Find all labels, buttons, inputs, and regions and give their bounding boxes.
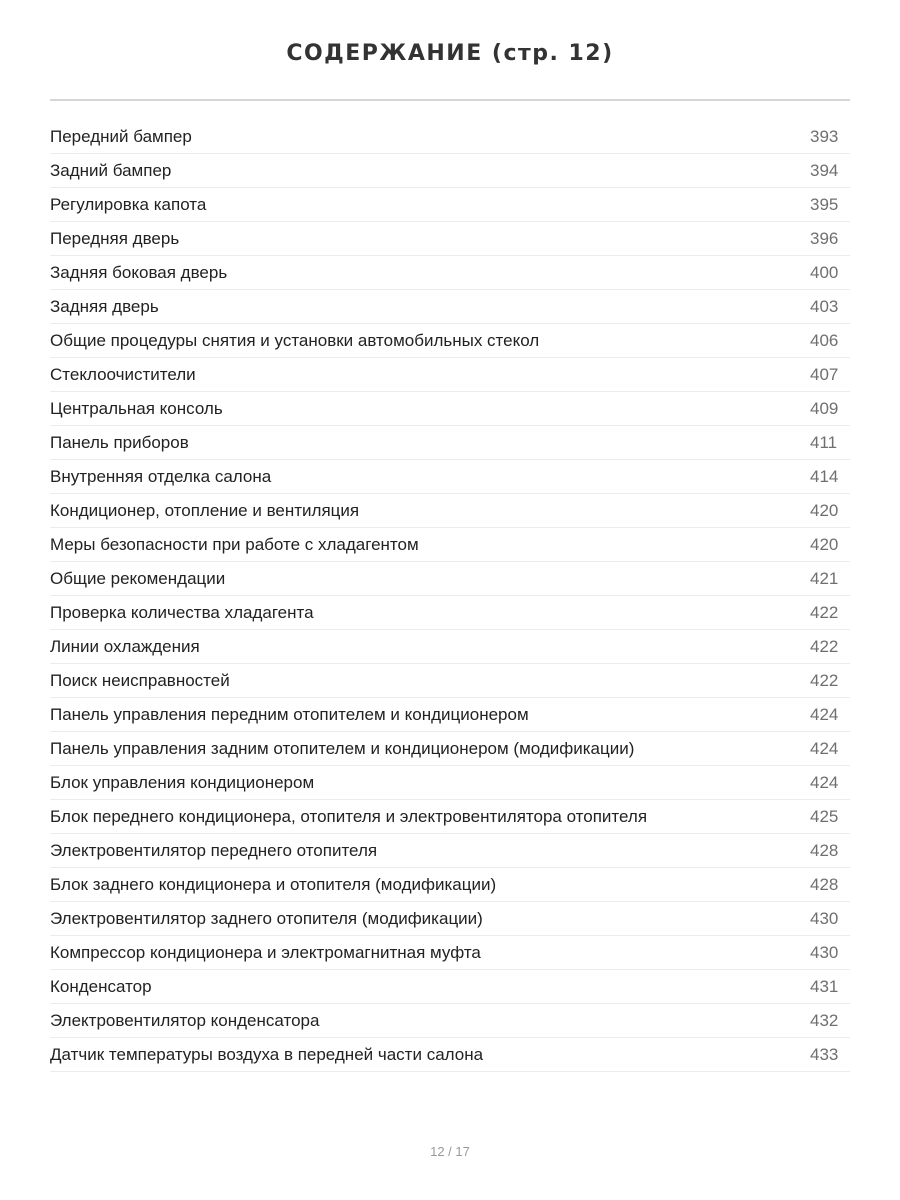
toc-entry-page-number[interactable]: 424 (810, 739, 839, 758)
toc-entry-title[interactable]: Передний бампер (50, 127, 192, 146)
toc-entry[interactable] (50, 494, 850, 528)
toc-entry-title[interactable]: Задний бампер (50, 161, 172, 180)
toc-entry[interactable] (50, 1038, 850, 1072)
toc-entry-title[interactable]: Панель приборов (50, 433, 189, 452)
toc-entry-page-number[interactable]: 406 (810, 331, 839, 350)
toc-entry-page-number[interactable]: 395 (810, 195, 839, 214)
toc-entry-page-number[interactable]: 414 (810, 467, 839, 486)
toc-entry-page-number[interactable]: 422 (810, 671, 839, 690)
toc-entry[interactable] (50, 834, 850, 868)
toc-entry-title[interactable]: Регулировка капота (50, 195, 207, 214)
toc-entry-page-number[interactable]: 424 (810, 705, 839, 724)
toc-entry[interactable] (50, 664, 850, 698)
toc-entry-page-number[interactable]: 411 (810, 433, 838, 452)
toc-entry[interactable] (50, 902, 850, 936)
toc-entry-title[interactable]: Стеклоочистители (50, 365, 196, 384)
toc-entry-page-number[interactable]: 394 (810, 161, 839, 180)
toc-entry-page-number[interactable]: 425 (810, 807, 839, 826)
toc-entry-page-number[interactable]: 433 (810, 1045, 839, 1064)
toc-entry-title[interactable]: Кондиционер, отопление и вентиляция (50, 501, 360, 520)
toc-entry-page-number[interactable]: 420 (810, 535, 839, 554)
toc-entry[interactable] (50, 120, 850, 154)
toc-entry-page-number[interactable]: 396 (810, 229, 839, 248)
toc-entry[interactable] (50, 936, 850, 970)
toc-entry-title[interactable]: Задняя дверь (50, 297, 159, 316)
toc-entry-page-number[interactable]: 428 (810, 841, 839, 860)
toc-entry[interactable] (50, 358, 850, 392)
toc-entry-title[interactable]: Внутренняя отделка салона (50, 467, 272, 486)
toc-entry-page-number[interactable]: 393 (810, 127, 839, 146)
toc-entry[interactable] (50, 970, 850, 1004)
toc-entry-page-number[interactable]: 407 (810, 365, 839, 384)
toc-entry[interactable] (50, 256, 850, 290)
toc-entry-title[interactable]: Поиск неисправностей (50, 671, 230, 690)
toc-entry-title[interactable]: Линии охлаждения (50, 637, 200, 656)
toc-entry-page-number[interactable]: 431 (810, 977, 839, 996)
toc-entry-title[interactable]: Блок заднего кондиционера и отопителя (модификации) (50, 875, 497, 894)
toc-entry[interactable] (50, 426, 850, 460)
toc-entry-page-number[interactable]: 432 (810, 1011, 839, 1030)
toc-entry[interactable] (50, 596, 850, 630)
toc-entry-page-number[interactable]: 430 (810, 909, 839, 928)
toc-entry-title[interactable]: Общие процедуры снятия и установки автомобильных стекол (50, 331, 540, 350)
toc-entry-title[interactable]: Блок управления кондиционером (50, 773, 315, 792)
toc-entry-page-number[interactable]: 400 (810, 263, 839, 282)
toc-entry-title[interactable]: Электровентилятор конденсатора (50, 1011, 320, 1030)
toc-entry[interactable] (50, 630, 850, 664)
toc-entry-title[interactable]: Передняя дверь (50, 229, 180, 248)
toc-entry-title[interactable]: Компрессор кондиционера и электромагнитная муфта (50, 943, 481, 962)
toc-entry-title[interactable]: Электровентилятор переднего отопителя (50, 841, 378, 860)
toc-entry-title[interactable]: Центральная консоль (50, 399, 223, 418)
toc-entry-title[interactable]: Задняя боковая дверь (50, 263, 228, 282)
toc-entry-title[interactable]: Датчик температуры воздуха в передней части салона (50, 1045, 484, 1064)
toc-entry-page-number[interactable]: 428 (810, 875, 839, 894)
toc-entry-title[interactable]: Блок переднего кондиционера, отопителя и электровентилятора отопителя (50, 807, 648, 826)
toc-entry-page-number[interactable]: 430 (810, 943, 839, 962)
toc-entry[interactable] (50, 222, 850, 256)
toc-entry[interactable] (50, 766, 850, 800)
toc-entry-title[interactable]: Проверка количества хладагента (50, 603, 314, 622)
page-title: СОДЕРЖАНИЕ (стр. 12) (286, 41, 614, 66)
page-indicator: 12 / 17 (430, 1144, 470, 1159)
toc-entry[interactable] (50, 324, 850, 358)
toc-list (50, 120, 850, 1072)
toc-entry[interactable] (50, 800, 850, 834)
toc-entry[interactable] (50, 290, 850, 324)
toc-entry-title[interactable]: Панель управления задним отопителем и кондиционером (модификации) (50, 739, 635, 758)
toc-entry[interactable] (50, 562, 850, 596)
toc-entry[interactable] (50, 460, 850, 494)
toc-entry-page-number[interactable]: 422 (810, 637, 839, 656)
toc-entry[interactable] (50, 732, 850, 766)
toc-entry-title[interactable]: Панель управления передним отопителем и кондиционером (50, 705, 529, 724)
toc-entry-page-number[interactable]: 421 (810, 569, 839, 588)
toc-entry-page-number[interactable]: 422 (810, 603, 839, 622)
toc-entry[interactable] (50, 392, 850, 426)
toc-entry[interactable] (50, 868, 850, 902)
toc-entry-title[interactable]: Меры безопасности при работе с хладагентом (50, 535, 419, 554)
toc-entry[interactable] (50, 698, 850, 732)
toc-entry-page-number[interactable]: 403 (810, 297, 839, 316)
toc-entry[interactable] (50, 528, 850, 562)
toc-entry-title[interactable]: Электровентилятор заднего отопителя (модификации) (50, 909, 483, 928)
toc-entry[interactable] (50, 154, 850, 188)
toc-entry[interactable] (50, 1004, 850, 1038)
toc-entry-title[interactable]: Общие рекомендации (50, 569, 226, 588)
toc-entry-page-number[interactable]: 420 (810, 501, 839, 520)
toc-entry-page-number[interactable]: 424 (810, 773, 839, 792)
toc-entry[interactable] (50, 188, 850, 222)
toc-entry-page-number[interactable]: 409 (810, 399, 839, 418)
title-divider (50, 99, 850, 101)
toc-entry-title[interactable]: Конденсатор (50, 977, 152, 996)
